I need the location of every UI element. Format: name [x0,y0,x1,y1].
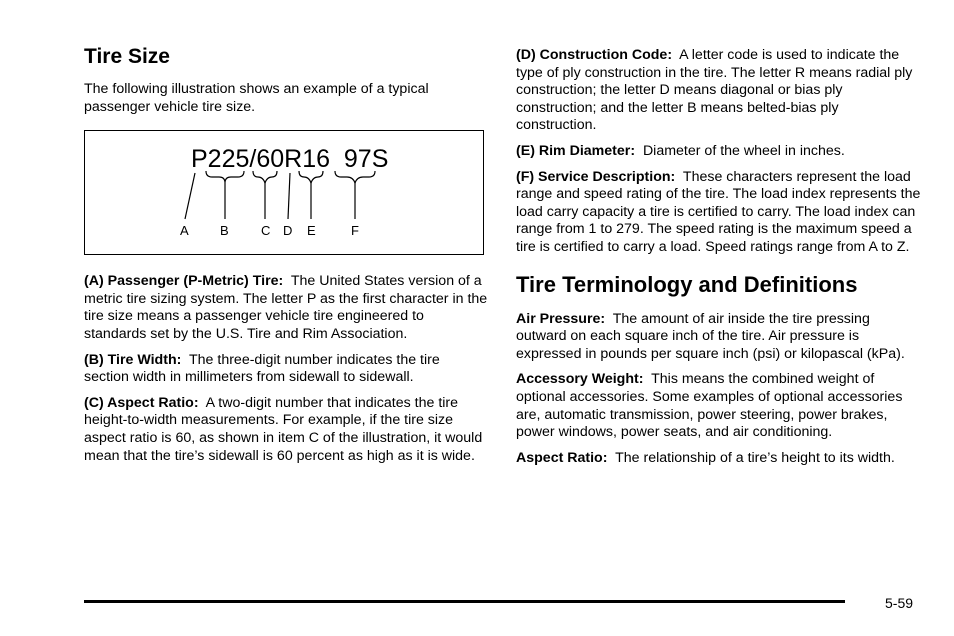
page-number: 5-59 [885,595,914,611]
section-heading-tire-size: Tire Size [84,45,170,68]
definition-aspect-ratio [516,450,921,468]
term-label: (E) Rim Diameter: [516,142,636,159]
definition-service-description [516,169,921,257]
definition-tire-width [84,352,488,387]
section-heading-terminology: Tire Terminology and Definitions [516,271,858,297]
term-label: (B) Tire Width: [84,351,182,368]
definition-construction-code [516,47,921,135]
label-b: B [220,223,229,239]
definition-passenger-tire [84,273,488,343]
right-column [516,47,921,475]
pointer-lines [185,171,375,219]
term-label: Air Pressure: [516,310,606,327]
term-label: (A) Passenger (P-Metric) Tire: [84,273,284,290]
definition-text: A two-digit number that indicates the tire height-to-width measurements. For example, if the tire size aspect ratio is 60, as shown in item C of the illustration, it would mean that the tire’s sidewall is 60 percent as high as it is wide. [84,394,483,464]
term-label: (D) Construction Code: [516,47,673,63]
definition-text: A letter code is used to indicate the type of ply construction in the tire. The letter R means radial ply construction; the letter D means diagonal or bias ply construction; and the letter B means belted-bias ply construction. [516,47,913,134]
label-f: F [351,223,359,239]
definition-text: The United States version of a metric tire sizing system. The letter P as the first character in the tire size means a passenger vehicle tire engineered to standards set by the U.S. Tire and Rim Association. [84,273,488,342]
left-column [84,44,488,473]
definition-text: This means the combined weight of optional accessories. Some examples of optional accessories are, automatic transmission, power steering, power brakes, power windows, power seats, and air conditioning. [516,371,903,441]
definition-text: Diameter of the wheel in inches. [642,142,845,159]
tire-size-illustration [84,130,484,255]
definition-text: These characters represent the load range and speed rating of the tire. The load index represents the load carry capacity a tire is certified to carry. The load index can range from 1 to 279. The speed rating is the maximum speed a tire is certified to carry a load. Speed ratings range from A to Z. [516,168,921,255]
term-label: (F) Service Description: [516,168,676,185]
tire-size-diagram [85,131,485,256]
pointer-line-d [288,173,290,219]
label-c: C [261,223,271,239]
definition-text: The amount of air inside the tire pressing outward on each square inch of the tire. Air pressure is expressed in pounds per square inch (psi) or kilopascal (kPa). [516,310,905,362]
definition-aspect-ratio-c [84,395,488,465]
term-label: Accessory Weight: [516,371,644,388]
term-label: (C) Aspect Ratio: [84,394,199,411]
label-a: A [180,223,189,239]
pointer-line-a [185,173,195,219]
definition-rim-diameter [516,143,921,161]
definition-text: The relationship of a tire’s height to its width. [615,449,895,466]
label-e: E [307,223,316,239]
definition-text: The three-digit number indicates the tire section width in millimeters from sidewall to sidewall. [84,351,440,386]
intro-paragraph: The following illustration shows an example of a typical passenger vehicle tire size. [84,81,429,115]
definition-air-pressure [516,311,921,364]
tire-size-code: P225/60R16 97S [191,145,389,174]
term-label: Aspect Ratio: [516,449,608,466]
definition-accessory-weight [516,371,921,441]
label-d: D [283,223,293,239]
footer-rule [84,600,845,603]
